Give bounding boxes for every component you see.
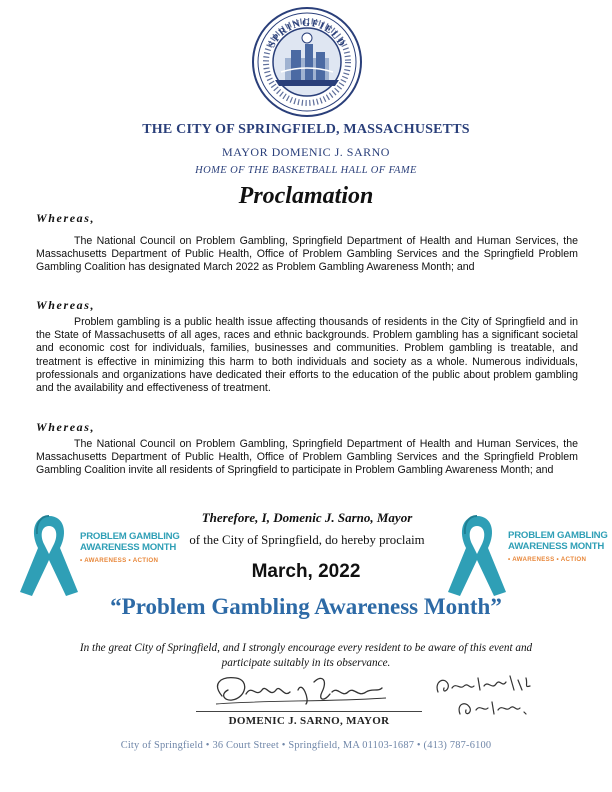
footer-address: City of Springfield • 36 Court Street • Springfield, MA 01103-1687 • (413) 787-6100 [120,740,492,751]
mayor-name: DOMENIC J. SARNO, MAYOR [228,715,390,727]
city-heading: THE CITY OF SPRINGFIELD, MASSACHUSETTS [142,122,470,137]
logo-tagline-right: • AWARENESS • ACTION [508,556,587,563]
whereas-paragraph-2: Problem gambling is a public health issue affecting thousands of residents in the City of Springfield and in the State of Massachusetts of all ages, races and ethnic backgrounds. Problem gambling has a significant societal and economic cost for individuals, families, businesses and communities. Problem gambling is treatable, and treatment is effective in minimizing this harm to both individuals and society as a whole. Numerous individuals, professionals and organizations have dedicated their efforts to the education of the public about problem gambling and the availability and effectiveness of treatment. [36,316,578,395]
logo-line-2-left: AWARENESS MONTH [80,542,177,553]
closing-statement: In the great City of Springfield, and I strongly encourage every resident to be aware of this event and participate suitably in its observance. [79,642,533,669]
city-seal-icon [251,6,363,118]
awareness-ribbon-icon [14,512,84,598]
mayor-heading: MAYOR DOMENIC J. SARNO [222,145,390,159]
document-title: Proclamation [238,183,374,209]
city-motto: HOME OF THE BASKETBALL HALL OF FAME [195,165,417,176]
proclamation-date: March, 2022 [251,561,361,582]
signature-line [196,711,422,712]
awareness-ribbon-icon [442,512,512,598]
handwritten-note [430,668,540,724]
logo-tagline-left: • AWARENESS • ACTION [80,557,159,564]
proclaim-statement: of the City of Springfield, do hereby proclaim [189,533,425,547]
whereas-label-3: Whereas, [36,420,96,434]
whereas-paragraph-1: The National Council on Problem Gambling, Springfield Department of Health and Human Services, the Massachusetts Department of Public Health, Office of Problem Gambling Services and the Springfield Problem Gambling Coalition has designated March 2022 as Problem Gambling Awareness Month; and [36,235,578,274]
svg-text:SPRINGFIELD: SPRINGFIELD [266,17,348,50]
mayor-signature [206,670,396,712]
logo-line-1-left: PROBLEM GAMBLING [80,531,180,542]
whereas-label-2: Whereas, [36,298,96,312]
logo-line-1-right: PROBLEM GAMBLING [508,530,608,541]
proclaimed-title: “Problem Gambling Awareness Month” [110,594,502,619]
whereas-label-1: Whereas, [36,211,96,225]
therefore-statement: Therefore, I, Domenic J. Sarno, Mayor [201,510,413,525]
logo-line-2-right: AWARENESS MONTH [508,541,605,552]
whereas-paragraph-3: The National Council on Problem Gambling, Springfield Department of Health and Human Services, the Massachusetts Department of Public Health, Office of Problem Gambling Services and the Springfield Problem Gambling Coalition invite all residents of Springfield to participate in Problem Gambling Awareness Month; and [36,438,578,477]
